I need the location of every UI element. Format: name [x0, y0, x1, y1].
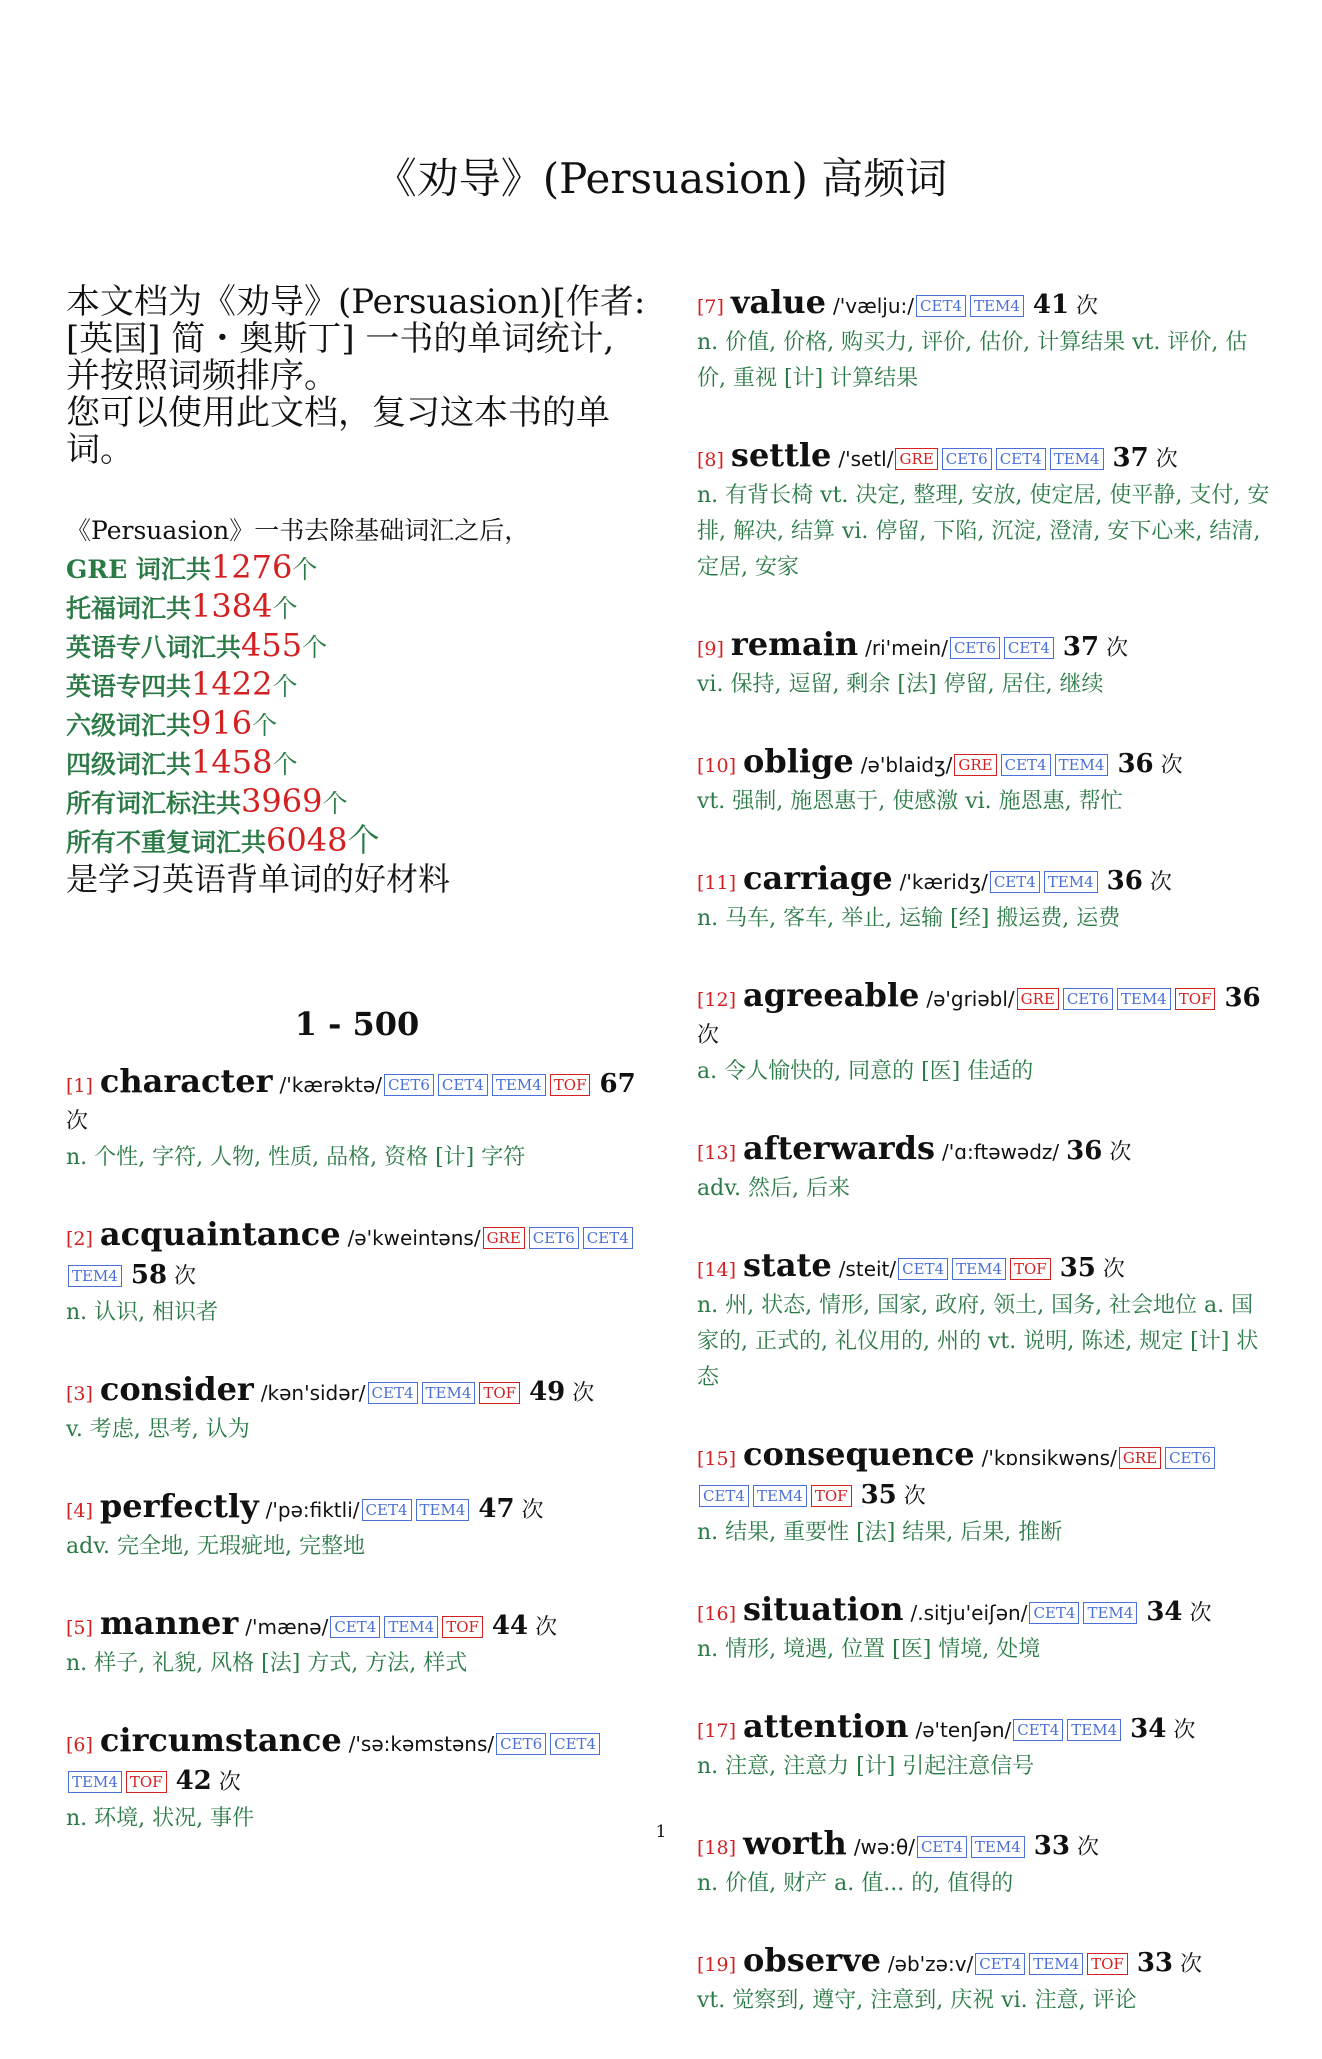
entry-word: oblige — [743, 742, 854, 780]
stat-all-tagged — [66, 783, 648, 822]
entry-word: afterwards — [743, 1129, 936, 1167]
exam-tag: TOF — [811, 1485, 852, 1507]
entry-count-unit: 次 — [1076, 294, 1099, 319]
entry-count-unit: 次 — [66, 1109, 89, 1134]
word-entry — [697, 977, 1270, 1090]
entry-definition: n. 认识, 相识者 — [66, 1300, 219, 1325]
exam-tag: GRE — [1017, 988, 1059, 1010]
document-title: 《劝导》(Persuasion) 高频词 — [374, 154, 948, 203]
stat-cet4 — [66, 744, 648, 783]
entry-count-unit: 次 — [1180, 1952, 1203, 1977]
entry-count-unit: 次 — [903, 1484, 926, 1509]
stat-label: 四级词汇共 — [66, 750, 192, 779]
stat-label: 托福词汇共 — [66, 594, 192, 623]
entry-head — [697, 1247, 1270, 1288]
exam-tag: TEM4 — [422, 1382, 476, 1404]
stat-cet6 — [66, 705, 648, 744]
stat-value: 455 — [241, 626, 303, 664]
entry-index: [11] — [697, 872, 737, 894]
stat-tem8 — [66, 627, 648, 666]
stat-value: 1384 — [191, 587, 273, 625]
word-entry — [697, 860, 1270, 937]
entry-phonetic: /ə'kweintəns/ — [347, 1226, 481, 1250]
exam-tag: TEM4 — [1050, 448, 1104, 470]
entry-head — [66, 1216, 648, 1295]
entry-phonetic: /kən'sidər/ — [260, 1381, 366, 1405]
intro-line: 并按照词频排序。 — [66, 356, 338, 396]
exam-tag: GRE — [954, 754, 996, 776]
entry-word: attention — [743, 1707, 909, 1745]
exam-tag: TOF — [1175, 988, 1216, 1010]
exam-tag: TOF — [1087, 1953, 1128, 1975]
entry-word: acquaintance — [99, 1215, 341, 1253]
entry-head — [66, 1488, 648, 1529]
entry-count-unit: 次 — [1109, 1140, 1132, 1165]
entry-definition: n. 结果, 重要性 [法] 结果, 后果, 推断 — [697, 1520, 1063, 1545]
stat-label: 英语专四共 — [66, 672, 192, 701]
entry-count-unit: 次 — [1189, 1601, 1212, 1626]
entry-word: agreeable — [743, 976, 920, 1014]
entry-count: 42 — [175, 1766, 212, 1796]
entry-head — [697, 1708, 1270, 1749]
entry-head — [697, 284, 1270, 325]
entry-head — [697, 1130, 1270, 1171]
word-entry — [697, 1591, 1270, 1668]
entry-index: [14] — [697, 1259, 737, 1281]
entry-head — [697, 1942, 1270, 1983]
exam-tag: CET4 — [368, 1382, 418, 1404]
exam-tag: CET4 — [438, 1074, 488, 1096]
word-entry — [697, 1130, 1270, 1207]
exam-tag: CET4 — [1004, 637, 1054, 659]
stat-label: 所有不重复词汇共 — [66, 828, 267, 857]
entry-phonetic: /ə'griəbl/ — [926, 987, 1015, 1011]
entry-definition: n. 价值, 价格, 购买力, 评价, 估价, 计算结果 vt. 评价, 估价, 重视 [计] 计算结果 — [697, 330, 1248, 391]
entry-count-unit: 次 — [521, 1498, 544, 1523]
entry-head — [697, 860, 1270, 901]
exam-tag: TEM4 — [492, 1074, 546, 1096]
exam-tag: CET6 — [384, 1074, 434, 1096]
entry-count: 33 — [1136, 1948, 1174, 1978]
entry-phonetic: /ri'mein/ — [865, 636, 948, 660]
entry-count-unit: 次 — [1102, 1257, 1125, 1282]
stats-closing: 是学习英语背单词的好材料 — [66, 860, 451, 898]
entry-head — [697, 1591, 1270, 1632]
entry-count-unit: 次 — [174, 1264, 197, 1289]
entry-head — [697, 1436, 1270, 1515]
entry-phonetic: /ə'tenʃən/ — [915, 1718, 1012, 1742]
exam-tag: CET6 — [1165, 1447, 1215, 1469]
exam-tag: TEM4 — [1067, 1719, 1121, 1741]
word-list-left — [66, 1063, 648, 1837]
entry-count-unit: 次 — [697, 1023, 720, 1048]
entry-head — [697, 626, 1270, 667]
word-entry — [66, 1605, 648, 1682]
entry-count: 58 — [130, 1260, 168, 1290]
entry-count-unit: 次 — [218, 1770, 241, 1795]
stats-book-line: 《Persuasion》一书去除基础词汇之后， — [66, 516, 530, 545]
stat-toefl — [66, 588, 648, 627]
entry-count: 35 — [1059, 1253, 1096, 1283]
exam-tag: TEM4 — [1044, 871, 1098, 893]
left-column — [66, 284, 648, 1877]
stat-unit: 个 — [347, 821, 380, 859]
entry-phonetic: /'kærəktə/ — [279, 1073, 382, 1097]
entry-index: [1] — [66, 1075, 93, 1097]
entry-index: [3] — [66, 1383, 93, 1405]
word-entry — [697, 284, 1270, 397]
exam-tag: GRE — [483, 1227, 525, 1249]
exam-tag: GRE — [895, 448, 937, 470]
exam-tag: CET6 — [1063, 988, 1113, 1010]
entry-count-unit: 次 — [1106, 636, 1129, 661]
entry-phonetic: /əb'zə:v/ — [887, 1952, 974, 1976]
entry-count-unit: 次 — [1076, 1835, 1099, 1860]
intro-paragraph — [66, 284, 648, 469]
word-entry — [697, 1247, 1270, 1396]
entry-count: 36 — [1066, 1136, 1103, 1166]
entry-index: [10] — [697, 755, 737, 777]
range-header: 1 - 500 — [294, 1005, 420, 1043]
exam-tag: CET4 — [917, 1836, 967, 1858]
entry-index: [13] — [697, 1142, 737, 1164]
exam-tag: CET6 — [529, 1227, 579, 1249]
stat-unit: 个 — [272, 594, 298, 623]
exam-tag: TEM4 — [970, 295, 1024, 317]
exam-tag: TEM4 — [68, 1265, 122, 1287]
intro-line: [英国] 简・奥斯丁] 一书的单词统计, — [66, 319, 615, 359]
entry-definition: n. 样子, 礼貌, 风格 [法] 方式, 方法, 样式 — [66, 1651, 468, 1676]
entry-index: [6] — [66, 1734, 93, 1756]
exam-tag: CET4 — [1029, 1602, 1079, 1624]
stat-label: 六级词汇共 — [66, 711, 192, 740]
entry-count-unit: 次 — [535, 1615, 558, 1640]
entry-index: [2] — [66, 1228, 93, 1250]
stat-unit: 个 — [252, 711, 278, 740]
entry-word: remain — [730, 625, 859, 663]
word-entry — [697, 626, 1270, 703]
stat-unit: 个 — [292, 555, 318, 584]
right-column — [697, 284, 1270, 2059]
entry-count: 44 — [491, 1611, 529, 1641]
entry-index: [7] — [697, 296, 724, 318]
entry-definition: vi. 保持, 逗留, 剩余 [法] 停留, 居住, 继续 — [697, 672, 1104, 697]
entry-word: settle — [730, 436, 832, 474]
entry-count: 36 — [1106, 866, 1143, 896]
word-entry — [66, 1488, 648, 1565]
word-entry — [697, 437, 1270, 586]
entry-phonetic: /wə:θ/ — [853, 1835, 915, 1859]
entry-definition: n. 个性, 字符, 人物, 性质, 品格, 资格 [计] 字符 — [66, 1145, 526, 1170]
entry-phonetic: /'sə:kəmstəns/ — [348, 1732, 495, 1756]
entry-index: [15] — [697, 1448, 737, 1470]
exam-tag: TEM4 — [1117, 988, 1171, 1010]
entry-definition: a. 令人愉快的, 同意的 [医] 佳适的 — [697, 1059, 1034, 1084]
entry-index: [4] — [66, 1500, 93, 1522]
entry-index: [16] — [697, 1603, 737, 1625]
entry-word: state — [743, 1246, 832, 1284]
exam-tag: TEM4 — [416, 1499, 470, 1521]
entry-definition: vt. 强制, 施恩惠于, 使感激 vi. 施恩惠, 帮忙 — [697, 789, 1123, 814]
entry-phonetic: /'ɑ:ftəwədz/ — [942, 1140, 1060, 1164]
entry-phonetic: /'pə:fiktli/ — [265, 1498, 360, 1522]
entry-phonetic: /'kæridʒ/ — [899, 870, 988, 894]
exam-tag: CET4 — [916, 295, 966, 317]
exam-tag: CET6 — [942, 448, 992, 470]
exam-tag: CET4 — [1013, 1719, 1063, 1741]
word-entry — [697, 1708, 1270, 1785]
entry-count-unit: 次 — [1160, 753, 1183, 778]
stat-gre — [66, 549, 648, 588]
entry-word: situation — [743, 1590, 904, 1628]
entry-index: [18] — [697, 1837, 737, 1859]
intro-line: 词。 — [66, 430, 134, 470]
stat-value: 3969 — [241, 782, 323, 820]
word-entry — [66, 1063, 648, 1176]
entry-definition: n. 马车, 客车, 举止, 运输 [经] 搬运费, 运费 — [697, 906, 1121, 931]
vocab-stats — [66, 513, 648, 897]
entry-word: consequence — [743, 1435, 975, 1473]
exam-tag: CET4 — [362, 1499, 412, 1521]
word-entry — [697, 1942, 1270, 2019]
entry-head — [66, 1605, 648, 1646]
entry-phonetic: /.sitju'eiʃən/ — [910, 1601, 1028, 1625]
entry-head — [697, 743, 1270, 784]
entry-definition: n. 州, 状态, 情形, 国家, 政府, 领土, 国务, 社会地位 a. 国家的, 正式的, 礼仪用的, 州的 vt. 说明, 陈述, 规定 [计] 状态 — [697, 1293, 1259, 1390]
entry-head — [66, 1063, 648, 1140]
entry-index: [17] — [697, 1720, 737, 1742]
exam-tag: TOF — [1010, 1258, 1051, 1280]
stat-unit: 个 — [272, 672, 298, 701]
entry-count: 36 — [1224, 983, 1261, 1013]
exam-tag: TOF — [550, 1074, 591, 1096]
entry-count: 36 — [1117, 749, 1154, 779]
exam-tag: TOF — [479, 1382, 520, 1404]
entry-count-unit: 次 — [1155, 447, 1178, 472]
entry-definition: adv. 然后, 后来 — [697, 1176, 850, 1201]
exam-tag: CET4 — [990, 871, 1040, 893]
stat-unit: 个 — [322, 789, 348, 818]
exam-tag: CET6 — [496, 1733, 546, 1755]
stat-unit: 个 — [302, 633, 328, 662]
intro-line: 您可以使用此文档，复习这本书的单 — [66, 393, 610, 433]
exam-tag: TEM4 — [384, 1616, 438, 1638]
entry-definition: vt. 觉察到, 遵守, 注意到, 庆祝 vi. 注意, 评论 — [697, 1988, 1137, 2013]
exam-tag: CET6 — [950, 637, 1000, 659]
exam-tag: TEM4 — [952, 1258, 1006, 1280]
entry-count-unit: 次 — [572, 1381, 595, 1406]
stat-value: 1276 — [210, 548, 293, 586]
exam-tag: CET4 — [583, 1227, 633, 1249]
entry-index: [9] — [697, 638, 724, 660]
entry-count: 37 — [1112, 443, 1149, 473]
entry-count: 37 — [1062, 632, 1100, 662]
entry-definition: v. 考虑, 思考, 认为 — [66, 1417, 250, 1442]
stat-value: 1458 — [191, 743, 273, 781]
entry-definition: n. 有背长椅 vt. 决定, 整理, 安放, 使定居, 使平静, 支付, 安排, 解决, 结算 vi. 停留, 下陷, 沉淀, 澄清, 安下心来, 结清, 定居, 安家 — [697, 483, 1270, 580]
entry-word: perfectly — [99, 1487, 259, 1525]
entry-count: 49 — [529, 1377, 566, 1407]
word-entry — [66, 1722, 648, 1837]
entry-definition: n. 注意, 注意力 [计] 引起注意信号 — [697, 1754, 1035, 1779]
entry-word: carriage — [743, 859, 893, 897]
entry-count: 35 — [860, 1480, 897, 1510]
exam-tag: CET4 — [898, 1258, 948, 1280]
entry-head — [697, 437, 1270, 478]
word-entry — [66, 1216, 648, 1331]
entry-index: [19] — [697, 1954, 737, 1976]
exam-tag: TEM4 — [1029, 1953, 1083, 1975]
entry-count: 34 — [1146, 1597, 1183, 1627]
entry-phonetic: /'mænə/ — [245, 1615, 329, 1639]
entry-count-unit: 次 — [1149, 870, 1172, 895]
exam-tag: GRE — [1119, 1447, 1161, 1469]
exam-tag: CET4 — [330, 1616, 380, 1638]
stat-label: 英语专八词汇共 — [66, 633, 242, 662]
stat-value: 916 — [191, 704, 253, 742]
stat-unit: 个 — [272, 750, 298, 779]
entry-word: circumstance — [99, 1721, 342, 1759]
entry-word: character — [99, 1062, 273, 1100]
entry-count: 33 — [1033, 1831, 1070, 1861]
exam-tag: CET4 — [699, 1485, 749, 1507]
exam-tag: TOF — [442, 1616, 483, 1638]
entry-count: 41 — [1032, 290, 1070, 320]
word-entry — [697, 1436, 1270, 1551]
intro-line: 本文档为《劝导》(Persuasion)[作者: — [66, 282, 646, 322]
entry-index: [5] — [66, 1617, 93, 1639]
exam-tag: TOF — [126, 1771, 167, 1793]
entry-count-unit: 次 — [1173, 1718, 1196, 1743]
exam-tag: CET4 — [1001, 754, 1051, 776]
entry-definition: n. 价值, 财产 a. 值... 的, 值得的 — [697, 1871, 1014, 1896]
exam-tag: TEM4 — [68, 1771, 122, 1793]
entry-phonetic: /ə'blaidʒ/ — [860, 753, 953, 777]
entry-phonetic: /'vælju:/ — [833, 294, 915, 318]
stat-value: 1422 — [191, 665, 273, 703]
exam-tag: CET4 — [975, 1953, 1025, 1975]
word-entry — [66, 1371, 648, 1448]
entry-head — [66, 1722, 648, 1801]
entry-phonetic: /'kɒnsikwəns/ — [981, 1446, 1117, 1470]
stat-all-unique — [66, 822, 648, 861]
exam-tag: CET4 — [996, 448, 1046, 470]
exam-tag: TEM4 — [1055, 754, 1109, 776]
entry-index: [8] — [697, 449, 724, 471]
stat-label: GRE 词汇共 — [66, 555, 211, 584]
exam-tag: TEM4 — [971, 1836, 1025, 1858]
exam-tag: TEM4 — [753, 1485, 807, 1507]
entry-definition: n. 情形, 境遇, 位置 [医] 情境, 处境 — [697, 1637, 1041, 1662]
entry-word: manner — [99, 1604, 239, 1642]
entry-index: [12] — [697, 989, 737, 1011]
entry-phonetic: /steit/ — [838, 1257, 897, 1281]
entry-definition: n. 环境, 状况, 事件 — [66, 1806, 255, 1831]
entry-head — [66, 1371, 648, 1412]
page-number: 1 — [655, 1822, 667, 1842]
entry-count: 67 — [599, 1069, 636, 1099]
exam-tag: TEM4 — [1083, 1602, 1137, 1624]
exam-tag: CET4 — [550, 1733, 600, 1755]
stat-label: 所有词汇标注共 — [66, 789, 242, 818]
entry-word: value — [730, 283, 827, 321]
stat-tem4 — [66, 666, 648, 705]
entry-phonetic: /'setl/ — [838, 447, 894, 471]
entry-word: worth — [743, 1824, 847, 1862]
entry-word: observe — [743, 1941, 881, 1979]
entry-definition: adv. 完全地, 无瑕疵地, 完整地 — [66, 1534, 365, 1559]
entry-head — [697, 977, 1270, 1054]
entry-count: 47 — [478, 1494, 515, 1524]
word-entry — [697, 743, 1270, 820]
entry-word: consider — [99, 1370, 254, 1408]
stat-value: 6048 — [266, 821, 348, 859]
entry-count: 34 — [1130, 1714, 1167, 1744]
word-list-right — [697, 284, 1270, 2019]
